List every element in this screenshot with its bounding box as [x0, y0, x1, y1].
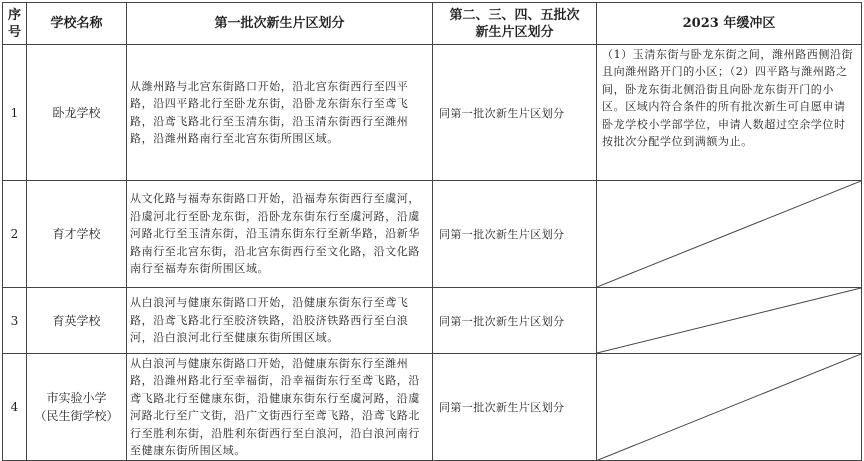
later-batches-area: 同第一批次新生片区划分 — [433, 354, 597, 461]
header-index: 序号 — [3, 3, 27, 45]
school-name-main: 卧龙学校 — [52, 105, 101, 120]
later-batches-area: 同第一批次新生片区划分 — [433, 181, 597, 288]
school-name — [27, 181, 127, 288]
school-name — [27, 288, 127, 354]
school-name-main: 市实验小学 — [46, 391, 107, 406]
diagonal-slash — [597, 354, 861, 460]
diagonal-slash — [597, 288, 861, 353]
header-first-batch: 第一批次新生片区划分 — [127, 3, 433, 45]
later-batches-area: 同第一批次新生片区划分 — [433, 288, 597, 354]
row-index: 1 — [3, 45, 27, 181]
first-batch-area: 从潍州路与北宫东街路口开始，沿北宫东街西行至四平路，沿四平路北行至卧龙东街，沿卧龙东街东行至鸢飞路，沿鸢飞路北行至玉清东街，沿玉清东街西行至潍州路，沿潍州路南行至北宫东街所围区域。 — [127, 45, 433, 181]
row-index: 3 — [3, 288, 27, 354]
school-name-main: 育才学校 — [52, 227, 101, 241]
buffer-zone-empty — [597, 288, 862, 354]
school-name — [27, 45, 127, 181]
later-batches-area: 同第一批次新生片区划分 — [433, 45, 597, 181]
buffer-zone: （1）玉清东街与卧龙东街之间，潍州路西侧沿街且向潍州路开门的小区；（2）四平路与潍州路之间，卧龙东街北侧沿街且向卧龙东街开门的小区。区域内符合条件的所有批次新生可自愿申请卧龙学校小学部学位，申请人数超过空余学位时按批次分配学位到满额为止。 — [597, 45, 862, 181]
buffer-zone-empty — [597, 354, 862, 461]
school-name-sub: （民生街学校） — [34, 409, 119, 424]
first-batch-area: 从文化路与福寿东街路口开始，沿福寿东街西行至虞河，沿虞河北行至卧龙东街，沿卧龙东街东行至虞河路，沿虞河路北行至玉清东街，沿玉清东街东行至新华路，沿新华路南行至北宫东街，沿北宫东街西行至文化路，沿文化路南行至福寿东街所围区域。 — [127, 181, 433, 288]
row-index: 4 — [3, 354, 27, 461]
school-district-table — [2, 2, 862, 461]
school-name-main: 育英学校 — [52, 313, 101, 328]
school-name — [27, 354, 127, 461]
first-batch-area: 从白浪河与健康东街路口开始，沿健康东街东行至鸢飞路，沿鸢飞路北行至胶济铁路，沿胶济铁路西行至白浪河，沿白浪河北行至健康东街所围区域。 — [127, 288, 433, 354]
table-row — [3, 354, 862, 461]
first-batch-area: 从白浪河与健康东街路口开始，沿健康东街东行至潍州路，沿潍州路北行至幸福街，沿幸福街东行至鸢飞路，沿鸢飞路北行至健康东街，沿健康东街东行至虞河路，沿虞河路北行至广文街，沿广文街西行至鸢飞路，沿鸢飞路北行至胜利东街，沿胜利东街西行至白浪河，沿白浪河南行至健康东街所围区域。 — [127, 354, 433, 461]
header-buffer-zone: 2023 年缓冲区 — [597, 3, 862, 45]
table-row — [3, 181, 862, 288]
table-row — [3, 288, 862, 354]
header-later-batches-line1: 第二、三、四、五批次 — [449, 7, 580, 23]
header-row — [3, 3, 862, 45]
header-school: 学校名称 — [27, 3, 127, 45]
buffer-zone-empty — [597, 181, 862, 288]
row-index: 2 — [3, 181, 27, 288]
header-later-batches-line2: 新生片区划分 — [475, 24, 554, 40]
header-later-batches — [433, 3, 597, 45]
table-row — [3, 45, 862, 181]
diagonal-slash — [597, 181, 861, 287]
